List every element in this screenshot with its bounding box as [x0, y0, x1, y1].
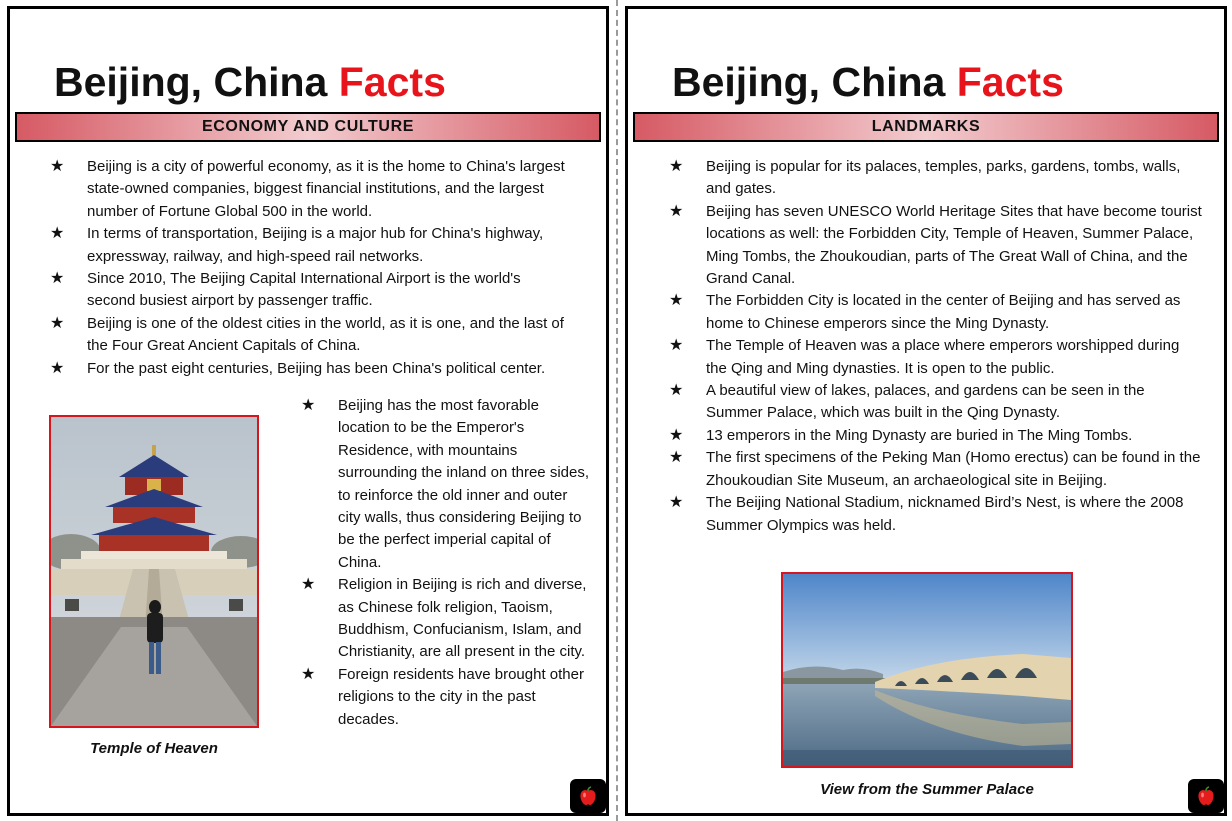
fact-text: Beijing is popular for its palaces, temples, parks, gardens, tombs, walls, and gates. — [706, 158, 1181, 198]
fact-text: Since 2010, The Beijing Capital International Airport is the world's second busiest airport by passenger traffic. — [87, 270, 521, 310]
star-icon: ★ — [50, 225, 65, 243]
list-item — [669, 335, 1204, 380]
list-item — [669, 201, 1204, 291]
star-icon: ★ — [50, 314, 65, 332]
star-icon: ★ — [301, 397, 316, 414]
fact-text: The Forbidden City is located in the center of Beijing and has served as home to Chinese emperors since the Ming Dynasty. — [706, 292, 1181, 332]
list-item — [669, 380, 1204, 425]
list-item — [669, 290, 1204, 335]
page-economy-and-culture — [7, 6, 609, 816]
summer-palace-photo — [781, 572, 1073, 768]
fact-text: Beijing is a city of powerful economy, as it is the home to China's largest state-owned companies, biggest financial institutions, and the largest number of Fortune Global 500 in the world. — [87, 158, 565, 220]
fact-text: Religion in Beijing is rich and diverse, as Chinese folk religion, Taoism, Buddhism, Confucianism, Islam, and Christianity, are all present in the city. — [338, 576, 587, 661]
fact-list-side — [301, 395, 593, 731]
list-item — [50, 358, 570, 380]
page-divider — [616, 0, 618, 821]
page-title — [672, 59, 1064, 106]
summer-palace-illustration — [783, 574, 1071, 766]
temple-illustration — [51, 417, 257, 726]
fact-list — [669, 156, 1204, 537]
photo-caption: Temple of Heaven — [90, 740, 218, 757]
list-item — [301, 395, 593, 574]
page-landmarks — [625, 6, 1227, 816]
fact-text: 13 emperors in the Ming Dynasty are buried in The Ming Tombs. — [706, 426, 1133, 444]
star-icon: ★ — [669, 382, 684, 400]
photo-caption: View from the Summer Palace — [820, 781, 1034, 798]
apple-icon — [1188, 779, 1224, 813]
star-icon: ★ — [301, 576, 316, 594]
fact-text: Beijing has the most favorable location to be the Emperor's Residence, with mountains surrounding the inland on three sides, to reinforce the old inner and outer city walls, thus considering Beijing to be the perfect imperial capital of China. — [338, 397, 590, 571]
fact-text: In terms of transportation, Beijing is a major hub for China's highway, expressway, railway, and high-speed rail networks. — [87, 225, 544, 265]
fact-text: Foreign residents have brought other religions to the city in the past decades. — [338, 665, 584, 728]
star-icon: ★ — [669, 292, 684, 310]
title-accent: Facts — [956, 59, 1064, 105]
apple-icon — [570, 779, 606, 813]
list-item — [50, 313, 570, 358]
star-icon: ★ — [669, 202, 684, 220]
fact-text: Beijing has seven UNESCO World Heritage Sites that have become tourist locations as well: the Forbidden City, Temple of Heaven, Summer Palace, Ming Tombs, the Zhoukoudian, parts of The Great Wall of China, and the Grand Canal. — [706, 202, 1202, 288]
list-item — [50, 223, 570, 268]
fact-text: Beijing is one of the oldest cities in the world, as it is one, and the last of the Four Great Ancient Capitals of China. — [87, 314, 564, 355]
section-banner: ECONOMY AND CULTURE — [15, 112, 601, 142]
fact-text: The first specimens of the Peking Man (Homo erectus) can be found in the Zhoukoudian Site Museum, an archaeological site in Beijing. — [706, 449, 1201, 489]
list-item — [50, 268, 570, 313]
temple-of-heaven-photo — [49, 415, 259, 728]
list-item — [669, 156, 1204, 201]
title-main: Beijing, China — [54, 59, 328, 105]
star-icon: ★ — [50, 270, 65, 288]
fact-text: The Temple of Heaven was a place where emperors worshipped during the Qing and Ming dynasties. It is open to the public. — [706, 337, 1180, 377]
fact-text: The Beijing National Stadium, nicknamed Bird’s Nest, is where the 2008 Summer Olympics was held. — [706, 494, 1184, 534]
fact-text: A beautiful view of lakes, palaces, and gardens can be seen in the Summer Palace, which was built in the Qing Dynasty. — [706, 382, 1145, 422]
list-item — [301, 664, 593, 731]
star-icon: ★ — [50, 359, 65, 377]
list-item — [669, 425, 1204, 447]
title-main: Beijing, China — [672, 59, 946, 105]
list-item — [50, 156, 570, 223]
list-item — [669, 492, 1204, 537]
star-icon: ★ — [669, 426, 684, 444]
star-icon: ★ — [669, 158, 684, 175]
star-icon: ★ — [669, 494, 684, 512]
star-icon: ★ — [669, 449, 684, 467]
star-icon: ★ — [50, 158, 65, 175]
title-accent: Facts — [338, 59, 446, 105]
list-item — [669, 447, 1204, 492]
list-item — [301, 574, 593, 664]
section-banner: LANDMARKS — [633, 112, 1219, 142]
star-icon: ★ — [301, 665, 316, 683]
page-title — [54, 59, 446, 106]
star-icon: ★ — [669, 337, 684, 355]
fact-list — [50, 156, 570, 380]
fact-text: For the past eight centuries, Beijing has been China's political center. — [87, 359, 546, 377]
